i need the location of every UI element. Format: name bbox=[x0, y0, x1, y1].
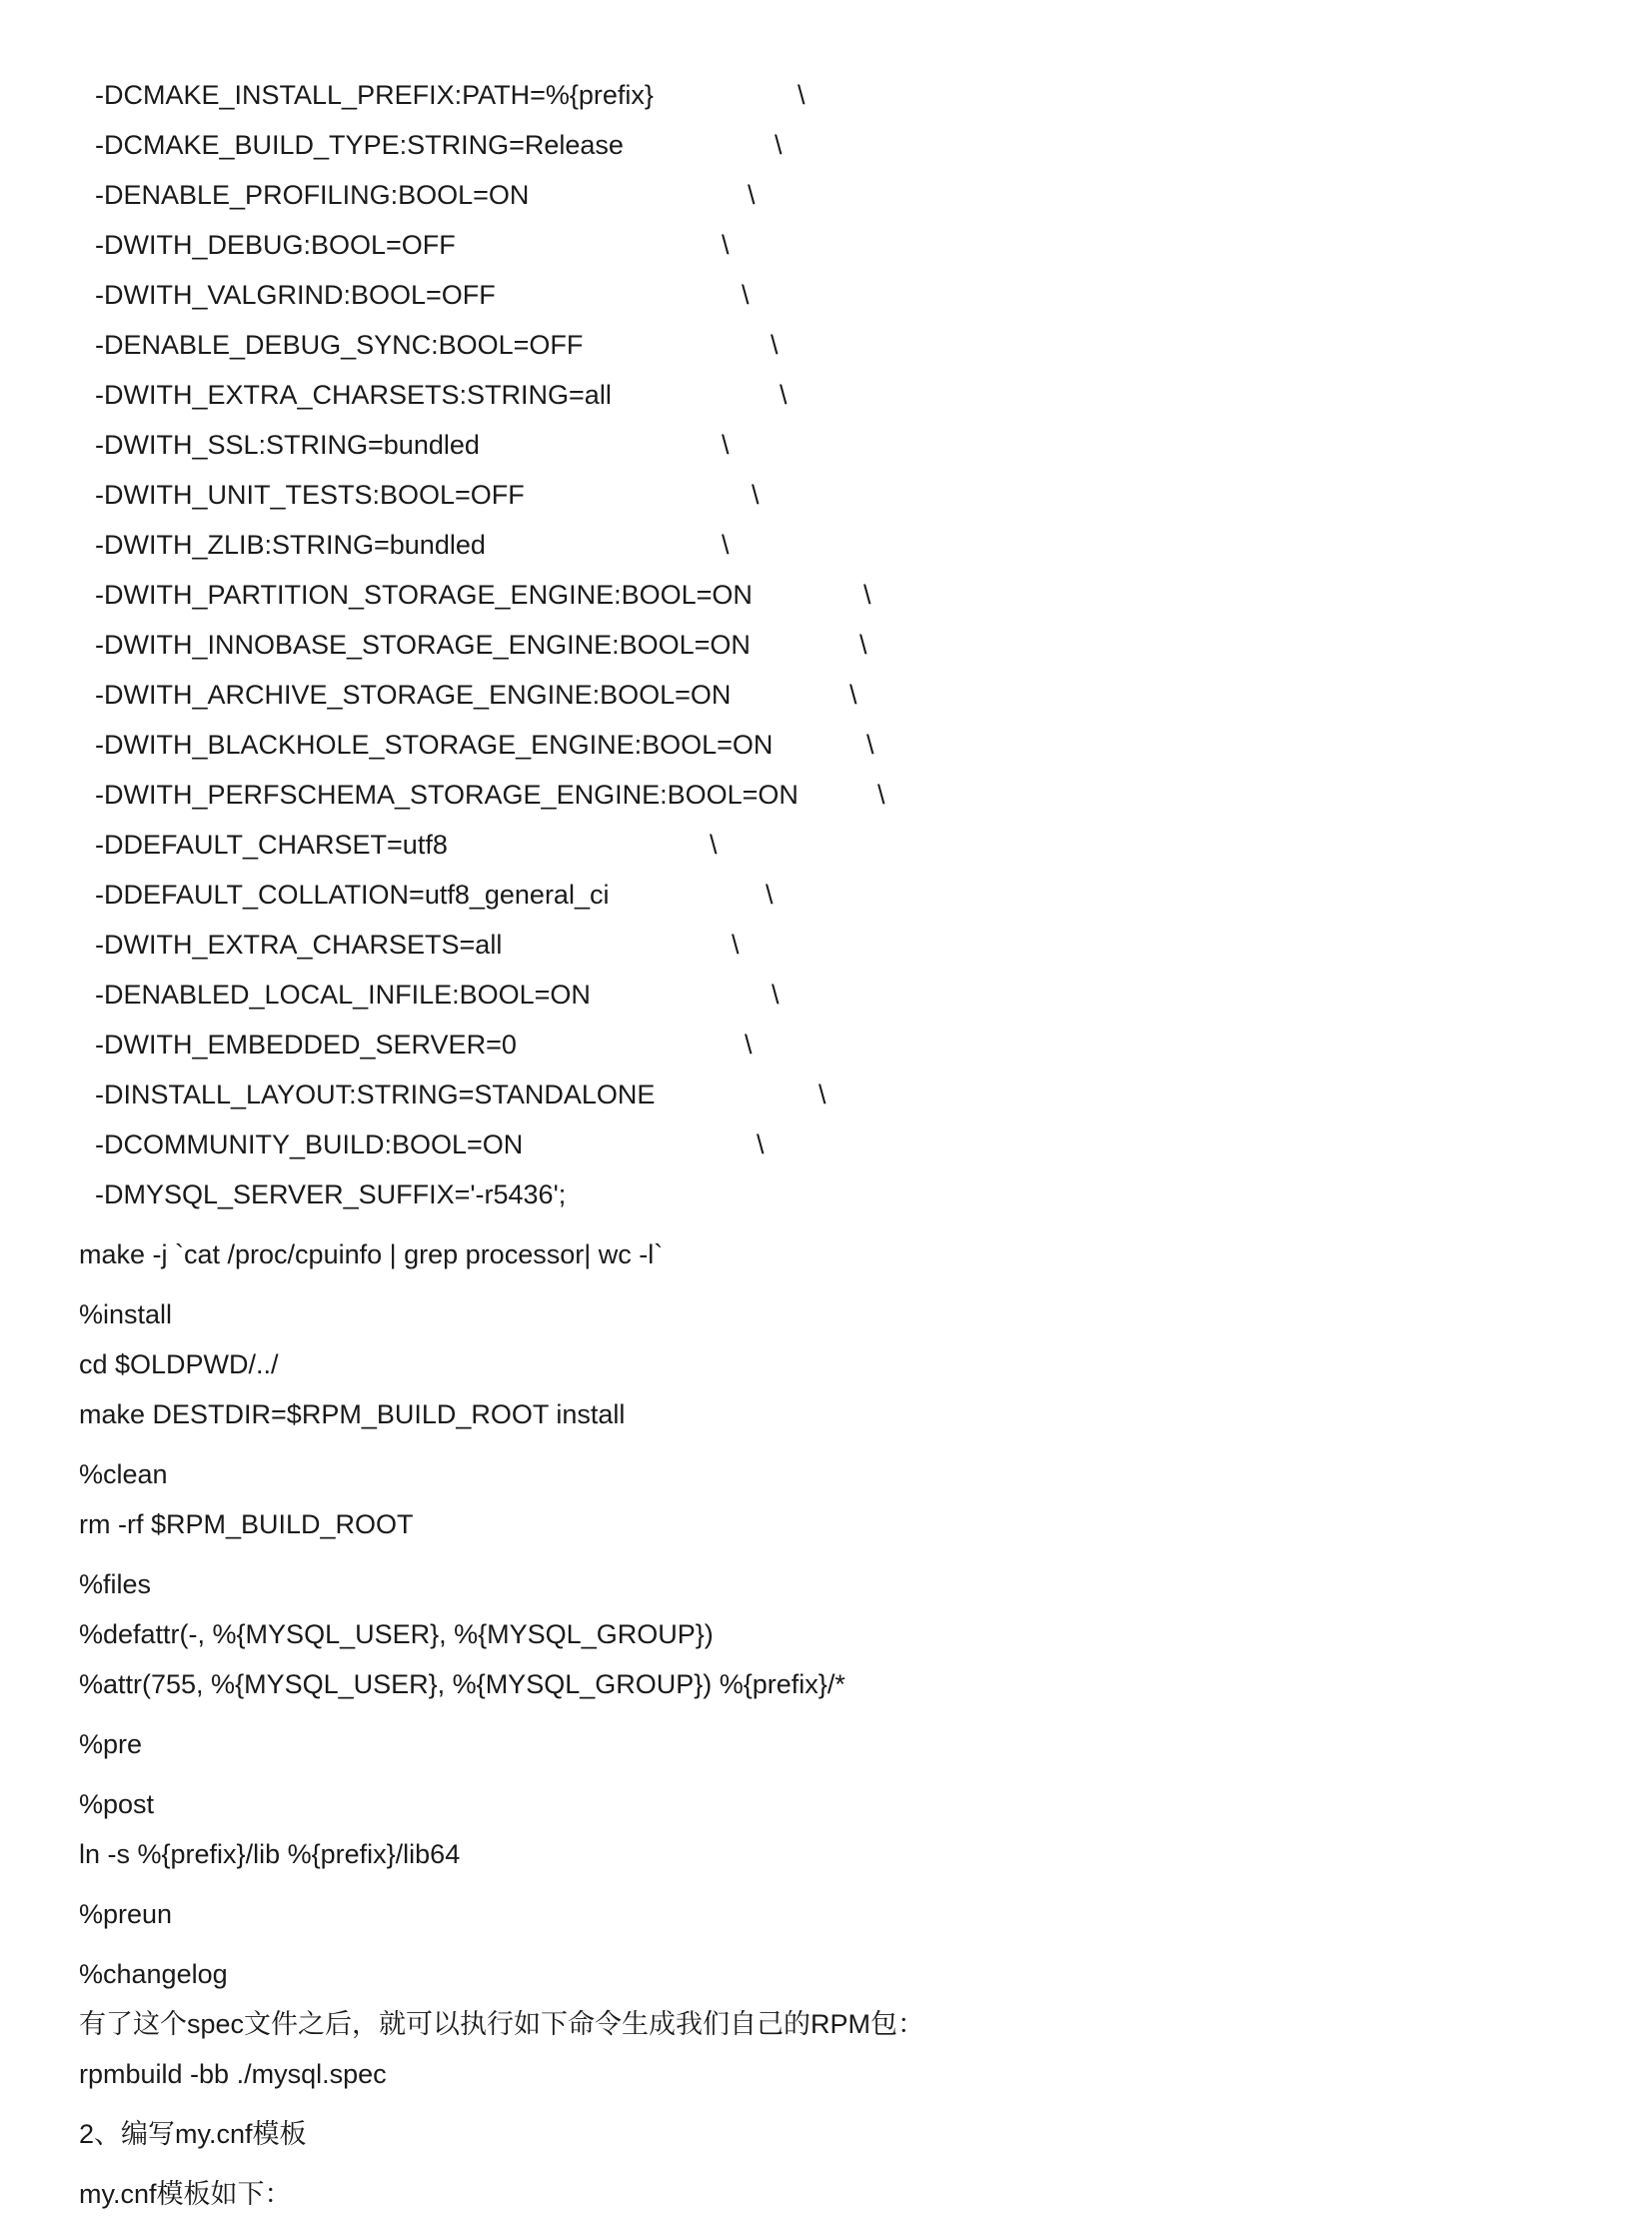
line-continuation: \ bbox=[757, 1129, 765, 1159]
cmake-flag-line: -DINSTALL_LAYOUT:STRING=STANDALONE bbox=[95, 1080, 656, 1110]
line-continuation: \ bbox=[772, 980, 780, 1010]
cmake-flag-line: -DWITH_PARTITION_STORAGE_ENGINE:BOOL=ON bbox=[95, 580, 753, 610]
line-continuation: \ bbox=[866, 730, 874, 760]
cmake-flag-line: -DENABLE_PROFILING:BOOL=ON bbox=[95, 180, 530, 210]
cmake-flag-line: -DWITH_EXTRA_CHARSETS:STRING=all bbox=[95, 380, 612, 410]
line-continuation: \ bbox=[859, 630, 867, 660]
template-intro: my.cnf模板如下： bbox=[79, 2179, 292, 2209]
post-section: %post bbox=[79, 1789, 155, 1819]
cmake-flag-line: -DCMAKE_BUILD_TYPE:STRING=Release bbox=[95, 130, 624, 160]
line-continuation: \ bbox=[722, 530, 730, 560]
attr-line: %attr(755, %{MYSQL_USER}, %{MYSQL_GROUP}) %{prefix}/* bbox=[79, 1669, 845, 1699]
changelog-section: %changelog bbox=[79, 1959, 228, 1989]
cmake-flag-line: -DDEFAULT_COLLATION=utf8_general_ci bbox=[95, 880, 610, 910]
line-continuation: \ bbox=[745, 1030, 753, 1060]
section-heading: 2、编写my.cnf模板 bbox=[79, 2119, 307, 2149]
cmake-flag-line: -DWITH_EXTRA_CHARSETS=all bbox=[95, 930, 503, 960]
cmake-flag-line: -DWITH_VALGRIND:BOOL=OFF bbox=[95, 280, 496, 310]
cd-command: cd $OLDPWD/../ bbox=[79, 1349, 279, 1379]
make-command: make -j `cat /proc/cpuinfo | grep processor| wc -l` bbox=[79, 1239, 664, 1269]
cmake-flag-line: -DCMAKE_INSTALL_PREFIX:PATH=%{prefix} bbox=[95, 80, 654, 110]
cmake-flag-line: -DWITH_SSL:STRING=bundled bbox=[95, 430, 480, 460]
line-continuation: \ bbox=[766, 880, 774, 910]
cmake-flag-line: -DDEFAULT_CHARSET=utf8 bbox=[95, 830, 448, 860]
line-continuation: \ bbox=[780, 380, 788, 410]
clean-section: %clean bbox=[79, 1459, 168, 1489]
cmake-flag-line: -DMYSQL_SERVER_SUFFIX='-r5436'; bbox=[95, 1179, 567, 1209]
line-continuation: \ bbox=[877, 780, 885, 810]
install-section: %install bbox=[79, 1299, 173, 1329]
line-continuation: \ bbox=[849, 680, 857, 710]
cmake-flag-line: -DCOMMUNITY_BUILD:BOOL=ON bbox=[95, 1129, 524, 1159]
line-continuation: \ bbox=[748, 180, 756, 210]
line-continuation: \ bbox=[710, 830, 718, 860]
cmake-flag-line: -DWITH_EMBEDDED_SERVER=0 bbox=[95, 1030, 517, 1060]
line-continuation: \ bbox=[752, 480, 760, 510]
rm-command: rm -rf $RPM_BUILD_ROOT bbox=[79, 1509, 414, 1539]
preun-section: %preun bbox=[79, 1899, 173, 1929]
cmake-flag-line: -DWITH_INNOBASE_STORAGE_ENGINE:BOOL=ON bbox=[95, 630, 751, 660]
rpmbuild-command: rpmbuild -bb ./mysql.spec bbox=[79, 2059, 387, 2089]
make-install-command: make DESTDIR=$RPM_BUILD_ROOT install bbox=[79, 1399, 626, 1429]
explanation-text: 有了这个spec文件之后，就可以执行如下命令生成我们自己的RPM包： bbox=[79, 2009, 925, 2039]
cmake-flag-line: -DWITH_ARCHIVE_STORAGE_ENGINE:BOOL=ON bbox=[95, 680, 732, 710]
cmake-flag-line: -DWITH_DEBUG:BOOL=OFF bbox=[95, 230, 456, 260]
line-continuation: \ bbox=[775, 130, 783, 160]
line-continuation: \ bbox=[819, 1080, 826, 1110]
files-section: %files bbox=[79, 1569, 152, 1599]
line-continuation: \ bbox=[732, 930, 740, 960]
cmake-flag-line: -DWITH_ZLIB:STRING=bundled bbox=[95, 530, 486, 560]
line-continuation: \ bbox=[742, 280, 750, 310]
defattr-line: %defattr(-, %{MYSQL_USER}, %{MYSQL_GROUP}) bbox=[79, 1619, 714, 1649]
line-continuation: \ bbox=[863, 580, 871, 610]
line-continuation: \ bbox=[722, 430, 730, 460]
cmake-flag-line: -DENABLE_DEBUG_SYNC:BOOL=OFF bbox=[95, 330, 584, 360]
cmake-flag-line: -DWITH_UNIT_TESTS:BOOL=OFF bbox=[95, 480, 525, 510]
cmake-flag-line: -DWITH_BLACKHOLE_STORAGE_ENGINE:BOOL=ON bbox=[95, 730, 774, 760]
line-continuation: \ bbox=[798, 80, 806, 110]
cmake-flag-line: -DWITH_PERFSCHEMA_STORAGE_ENGINE:BOOL=ON bbox=[95, 780, 799, 810]
cmake-flag-line: -DENABLED_LOCAL_INFILE:BOOL=ON bbox=[95, 980, 591, 1010]
ln-command: ln -s %{prefix}/lib %{prefix}/lib64 bbox=[79, 1839, 461, 1869]
pre-section: %pre bbox=[79, 1729, 143, 1759]
line-continuation: \ bbox=[771, 330, 779, 360]
line-continuation: \ bbox=[722, 230, 730, 260]
